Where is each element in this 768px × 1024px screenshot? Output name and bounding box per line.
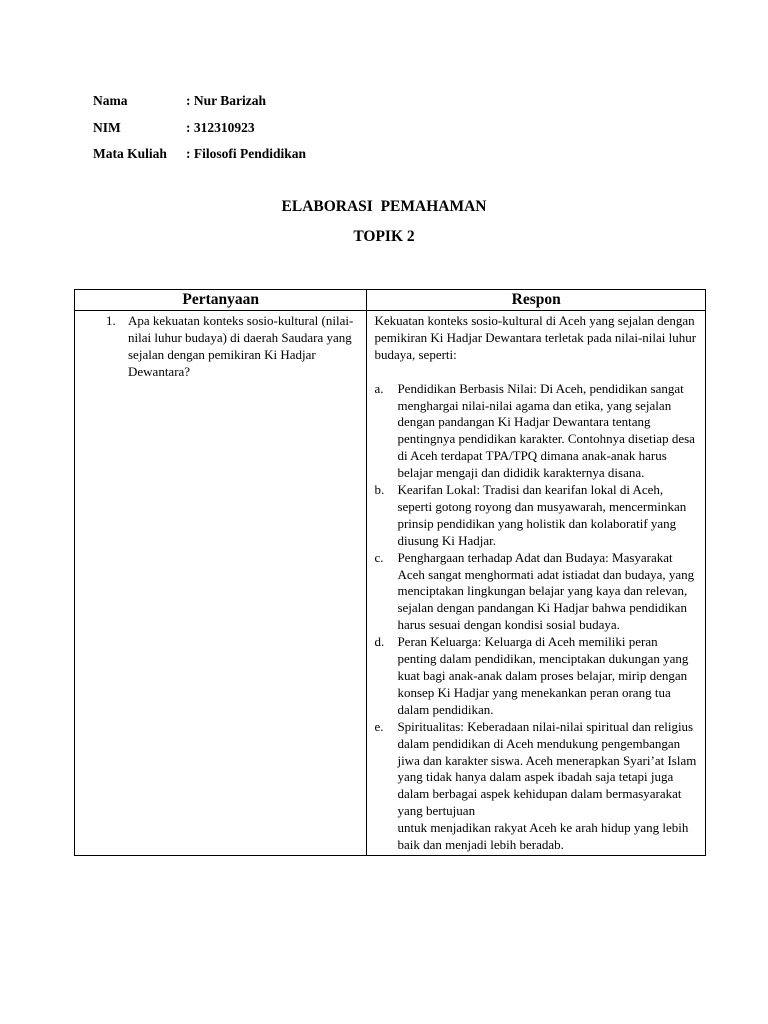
info-row-mata-kuliah [93, 141, 306, 168]
info-row-nim [93, 115, 306, 142]
response-item-letter: c. [374, 549, 384, 565]
response-item [374, 719, 699, 854]
response-item [374, 550, 699, 635]
response-item-text: Peran Keluarga: Keluarga di Aceh memiliki peran penting dalam pendidikan, menciptakan dukungan yang kuat bagi anak-anak dalam proses belajar, mirip dengan konsep Ki Hadjar yang menekankan peran orang tua dalam pendidikan. [397, 634, 689, 717]
elaboration-table [74, 289, 706, 856]
response-item-text: Penghargaan terhadap Adat dan Budaya: Masyarakat Aceh sangat menghormati adat istiadat dan budaya, yang menciptakan lingkungan belajar yang kaya dan relevan, sejalan dengan pandangan Ki Hadjar bahwa pendidikan harus sesuai dengan kondisi sosial budaya. [397, 549, 695, 633]
question-text: Apa kekuatan konteks sosio-kultural (nilai-nilai luhur budaya) di daerah Saudara yang sejalan dengan pemikiran Ki Hadjar Dewantara? [128, 313, 354, 379]
info-label: Mata Kuliah [93, 146, 167, 162]
student-info [93, 88, 306, 168]
question-cell [75, 311, 367, 856]
column-header-question: Pertanyaan [75, 290, 367, 311]
info-row-nama [93, 88, 306, 115]
info-value: : Filosofi Pendidikan [186, 146, 307, 162]
info-value: : Nur Barizah [186, 93, 266, 109]
response-item [374, 381, 699, 482]
document-subtitle: TOPIK 2 [353, 228, 415, 245]
info-label: NIM [93, 119, 121, 135]
response-item-letter: d. [374, 634, 385, 650]
table-row [75, 311, 706, 856]
document-title: ELABORASI PEMAHAMAN [281, 198, 487, 215]
response-cell [367, 311, 706, 856]
response-intro: Kekuatan konteks sosio-kultural di Aceh yang sejalan dengan pemikiran Ki Hadjar Dewantara terletak pada nilai-nilai luhur budaya, seperti: [374, 313, 697, 362]
response-item-text: Pendidikan Berbasis Nilai: Di Aceh, pendidikan sangat menghargai nilai-nilai agama dan etika, yang sejalan dengan pandangan Ki Hadjar Dewantara tentang pentingnya pendidikan karakter. Contohnya disetiap desa di Aceh terdapat TPA/TPQ dimana anak-anak harus belajar mengaji dan dididik karakternya disana. [397, 380, 695, 481]
info-label: Nama [93, 93, 128, 109]
table-header-row [75, 290, 706, 311]
response-item [374, 634, 699, 719]
response-item-letter: a. [374, 380, 384, 396]
response-item-text: Spiritualitas: Keberadaan nilai-nilai spiritual dan religius dalam pendidikan di Aceh mendukung pengembangan jiwa dan karakter siswa. Aceh menerapkan Syari’at Islam yang tidak hanya dalam aspek ibadah saja tetapi juga dalam berbagai aspek kehidupan dalam bermasyarakat yang bertujuan untuk menjadikan rakyat Aceh ke arah hidup yang lebih baik dan menjadi lebih beradab. [397, 718, 697, 853]
question-number: 1. [106, 313, 116, 328]
response-item [374, 482, 699, 550]
info-value: : 312310923 [186, 119, 255, 135]
response-item-text: Kearifan Lokal: Tradisi dan kearifan lokal di Aceh, seperti gotong royong dan musyawarah, mencerminkan prinsip pendidikan yang holistik dan kolaboratif yang diusung Ki Hadjar. [397, 482, 687, 548]
question-item [75, 313, 366, 381]
response-item-letter: b. [374, 482, 385, 498]
response-item-letter: e. [374, 718, 384, 734]
column-header-response: Respon [367, 290, 706, 311]
